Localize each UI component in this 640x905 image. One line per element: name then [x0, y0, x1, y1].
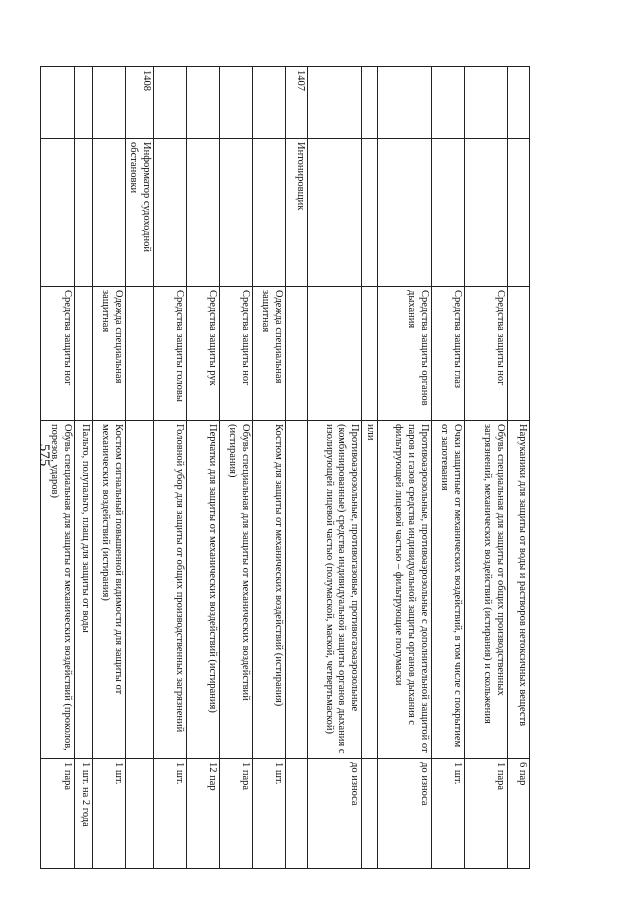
row-profession-cell: [154, 139, 187, 287]
row-norm-cell: 1 шт.: [253, 759, 286, 869]
table-viewport: [48, 66, 530, 868]
row-description-cell: Противоаэрозольные, противогазовые, противогазоаэрозольные (комбинированные) средства индивидуальной защиты органов дыхания с изолирующей лицевой частью (полумаской, маской, четвертьмаской): [308, 421, 362, 759]
row-ppe-type-cell: Средства защиты органов дыхания: [378, 287, 432, 421]
row-code-cell: 1408: [125, 67, 154, 139]
table-row: [253, 67, 286, 869]
table-row: [308, 67, 362, 869]
row-profession-cell: [40, 139, 74, 287]
table-row: [220, 67, 253, 869]
row-norm-cell: 1 шт.: [154, 759, 187, 869]
row-code-cell: [253, 67, 286, 139]
row-norm-cell: [286, 759, 308, 869]
row-ppe-type-cell: Одежда специальная защитная: [92, 287, 125, 421]
row-code-cell: [74, 67, 92, 139]
table-row: [125, 67, 154, 869]
row-norm-cell: 6 пар: [508, 759, 530, 869]
table-row: [154, 67, 187, 869]
row-description-cell: [125, 421, 154, 759]
row-code-cell: [187, 67, 220, 139]
row-ppe-type-cell: [508, 287, 530, 421]
row-profession-cell: [74, 139, 92, 287]
row-code-cell: [40, 67, 74, 139]
row-norm-cell: 12 пар: [187, 759, 220, 869]
row-ppe-type-cell: Средства защиты глаз: [432, 287, 465, 421]
ppe-norms-table: [40, 66, 530, 869]
row-description-cell: [286, 421, 308, 759]
row-description-cell: Костюм сигнальный повышенной видимости для защиты от механических воздействий (истирания): [92, 421, 125, 759]
row-description-cell: Наруканики для защиты от воды и растворов нетоксичных веществ: [508, 421, 530, 759]
rotated-table-container: [48, 66, 530, 868]
row-ppe-type-cell: Одежда специальная защитная: [253, 287, 286, 421]
table-row: [432, 67, 465, 869]
page-number: 575: [36, 443, 52, 467]
row-description-cell: Очки защитные от механических воздействий, в том числе с покрытием от запотевания: [432, 421, 465, 759]
row-description-cell: Обувь специальная для защиты от механических воздействий (проколов, порезов, ударов): [40, 421, 74, 759]
row-norm-cell: до износа: [378, 759, 432, 869]
row-description-cell: Обувь специальная для защиты от механических воздействий (истирания): [220, 421, 253, 759]
row-profession-cell: [465, 139, 508, 287]
row-norm-cell: 1 шт.: [432, 759, 465, 869]
row-profession-cell: [432, 139, 465, 287]
row-ppe-type-cell: [286, 287, 308, 421]
row-ppe-type-cell: Средства защиты рук: [187, 287, 220, 421]
table-row: [92, 67, 125, 869]
row-profession-cell: [220, 139, 253, 287]
row-ppe-type-cell: Средства защиты ног: [465, 287, 508, 421]
row-ppe-type-cell: [74, 287, 92, 421]
table-row: [362, 67, 378, 869]
row-code-cell: 1407: [286, 67, 308, 139]
row-norm-cell: 1 шт.: [92, 759, 125, 869]
table-row: [40, 67, 74, 869]
row-ppe-type-cell: Средства защиты ног: [40, 287, 74, 421]
table-row: [378, 67, 432, 869]
row-description-cell: Костюм для защиты от механических воздействий (истирания): [253, 421, 286, 759]
row-ppe-type-cell: [125, 287, 154, 421]
row-description-cell: Обувь специальная для защиты от общих производственных загрязнений, механических воздействий (истирания) и скольжения: [465, 421, 508, 759]
row-description-cell: или: [362, 421, 378, 759]
row-profession-cell: [253, 139, 286, 287]
row-norm-cell: 1 пара: [40, 759, 74, 869]
row-ppe-type-cell: Средства защиты ног: [220, 287, 253, 421]
row-profession-cell: Интонировщик: [286, 139, 308, 287]
row-profession-cell: Информатор судоходной обстановки: [125, 139, 154, 287]
table-row: [508, 67, 530, 869]
row-profession-cell: [362, 139, 378, 287]
row-norm-cell: [125, 759, 154, 869]
row-description-cell: Перчатки для защиты от механических воздействий (истирания): [187, 421, 220, 759]
table-row: [74, 67, 92, 869]
row-ppe-type-cell: Средства защиты головы: [154, 287, 187, 421]
row-profession-cell: [308, 139, 362, 287]
table-row: [465, 67, 508, 869]
table-row: [187, 67, 220, 869]
row-profession-cell: [378, 139, 432, 287]
table-row: [286, 67, 308, 869]
row-ppe-type-cell: [308, 287, 362, 421]
row-code-cell: [92, 67, 125, 139]
row-norm-cell: 1 пара: [220, 759, 253, 869]
row-norm-cell: до износа: [308, 759, 362, 869]
row-code-cell: [508, 67, 530, 139]
row-code-cell: [432, 67, 465, 139]
row-profession-cell: [92, 139, 125, 287]
row-description-cell: Головной убор для защиты от общих производственных загрязнений: [154, 421, 187, 759]
row-code-cell: [220, 67, 253, 139]
row-code-cell: [154, 67, 187, 139]
row-description-cell: Пальто, полупальто, плащ для защиты от воды: [74, 421, 92, 759]
row-code-cell: [362, 67, 378, 139]
row-ppe-type-cell: [362, 287, 378, 421]
row-description-cell: Противоаэрозольные, противоаэрозольные с дополнительной защитой от паров и газов средства индивидуальной защиты органов дыхания с фильтрующей лицевой частью – фильтрующие полумаски: [378, 421, 432, 759]
row-norm-cell: 1 шт. на 2 года: [74, 759, 92, 869]
table-body: [40, 67, 529, 869]
row-norm-cell: 1 пара: [465, 759, 508, 869]
row-code-cell: [308, 67, 362, 139]
row-code-cell: [465, 67, 508, 139]
row-code-cell: [378, 67, 432, 139]
row-profession-cell: [187, 139, 220, 287]
row-norm-cell: [362, 759, 378, 869]
row-profession-cell: [508, 139, 530, 287]
